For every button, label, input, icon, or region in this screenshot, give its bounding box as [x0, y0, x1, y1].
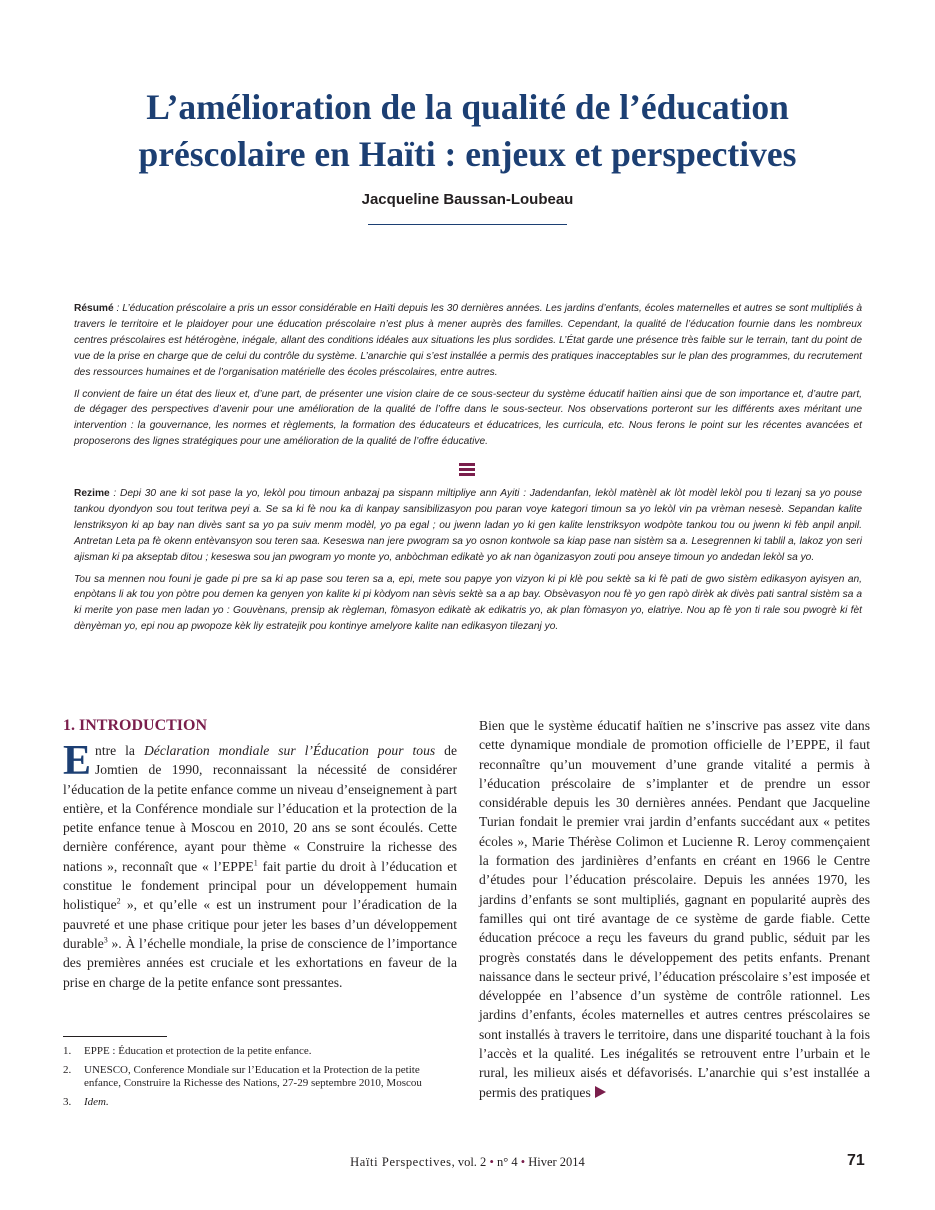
intro-declaration-title: Déclaration mondiale sur l’Éducation pour tous — [143, 743, 436, 758]
footnote-ref-1[interactable]: 1 — [253, 858, 258, 868]
footnote-number: 1. — [63, 1045, 72, 1057]
abstract-creole-label: Rezime — [74, 488, 110, 499]
abstract-creole-paragraph-1 — [74, 486, 862, 566]
title-line-2: préscolaire en Haïti : enjeux et perspectives — [138, 134, 797, 174]
page-number: 71 — [847, 1152, 865, 1169]
abstract-french-paragraph-2: Il convient de faire un état des lieux et, d’une part, de présenter une vision claire de ce sous-secteur du système éducatif haïtien ainsi que de son importance et, d’autre part, de dégager des perspectives d’avenir pour une amélioration de la qualité de l’offre dans le sous-secteur. Nos observations porteront sur les différents axes méritant une intervention : la gouvernance, les normes et règlements, la formation des éducateurs et éducatrices, les curricula, etc. Nous ferons le point sur les récentes avancées et proposerons des lignes stratégiques pour une amélioration de la qualité de l’offre éducative. — [74, 388, 862, 448]
footer-bullet: • — [520, 1155, 526, 1169]
section-heading-introduction: 1. INTRODUCTION — [63, 717, 208, 734]
footer-volume: , vol. 2 — [451, 1155, 490, 1169]
abstract-french-paragraph-1 — [74, 301, 862, 381]
page-footer — [0, 1155, 935, 1170]
footnote-number: 2. — [63, 1064, 72, 1076]
body-column-left — [63, 738, 458, 992]
journal-name: Haïti Perspectives — [350, 1155, 452, 1169]
right-paragraph-text: Bien que le système éducatif haïtien ne s’inscrive pas assez vite dans cette dynamique mondiale de promotion officielle de l’EPPE, il faut reconnaître qu’un mouvement d’une grande vitalité a permis à l’éducation préscolaire de s’implanter et de prendre un essor considérable depuis les 30 dernières années. Pendant que Jacqueline Turian fondait le premier vrai jardin d’enfants succédant aux « petites écoles », Marie Thérèse Colimon et Lucienne R. Leroy commençaient la formation des jardinières d’enfants en créant en 1966 le Centre d’études pour l’éducation préscolaire. Depuis les années 1970, les jardins d’enfants se sont multipliés, gagnant en popularité auprès des familles qui ont tiré avantage de ce système de garde fiable. Cette éducation précoce a reçu les faveurs du grand public, séduit par les progrès constatés dans le développement des petits enfants. Prenant naissance dans le secteur privé, l’éducation préscolaire s’est imposée et développée en l’absence d’un système de contrôle rationnel. Les jardins d’enfants, écoles maternelles et autres centres préscolaires se sont installés à travers le territoire, dans une disparité touchant à la fois l’accès et la qualité. Les inégalités se retrouvent entre l’urbain et le rural, les milieux aisés et défavorisés. L’anarchie qui s’est installée a permis des pratiques — [479, 718, 870, 1100]
intro-text-4: », et qu’elle « est un instrument pour l’éradication de la pauvreté et une phase critique pour jeter les bases d’un développement durable — [63, 897, 457, 951]
footnote — [63, 1064, 457, 1090]
abstract-creole-text-1: : Depi 30 ane ki sot pase la yo, lekòl pou timoun anbazaj pa sispann miltipliye ann Ayiti : Jadendanfan, lekòl matènèl ak lòt modèl lekòl pou ti lezanj sa yo pouse tankou dyondyon sou tout teritwa peyi a. Se sa ki fè nou ka di kanpay sansibilizasyon pou paran voye kategori timoun sa yo lekòl vin pa vrèman nesesè. Sepandan kalite lenstriksyon ki ap bay nan divès sant sa yo pa suiv menm modèl, yo pa egal ; ou jwenn ladan yo ki gen kalite lenstriksyon wodpòte tankou tou ou jwenn ki fèb anpil anpil. Antretan Leta pa fè okenn entèvansyon sou teren saa. Keseswa nan jere pwogram sa yo osnon kontwole sa kiap pase nan sistèm sa a. Lesegrennen ki tablil a, lakoz yon seri ajisman ki pa akseptab ditou ; keseswa sou jan pwogram yo monte yo, anbòchman edikatè yo ak nan òganizasyon zouti pou anseye timoun yo andedan lekòl sa yo. — [74, 488, 862, 563]
drop-cap: E — [63, 738, 92, 784]
abstract-french-text-1: : L’éducation préscolaire a pris un essor considérable en Haïti depuis les 30 dernières années. Les jardins d’enfants, écoles maternelles et autres se sont multipliés à travers le territoire et le plaidoyer pour une éducation préscolaire n’est plus à mener auprès des familles. Cependant, la qualité de l’éducation fournie dans les nombreux centres préscolaires est hétérogène, inégale, allant des conditions idéales aux situations les plus sordides. L’État garde une présence très faible sur le terrain, tant du point de vue de la prise en charge que de celui du contrôle du système. L’anarchie qui s’est installée a permis des pratiques inacceptables sur le plan des programmes, du recrutement des ressources humaines et de l’organisation matérielle des écoles préscolaires, entre autres. — [74, 303, 862, 378]
footnote — [63, 1096, 457, 1109]
footnote — [63, 1045, 457, 1058]
intro-text-1: ntre la — [95, 743, 144, 758]
abstract-french-label: Résumé — [74, 303, 114, 314]
intro-text-5: ». À l’échelle mondiale, la prise de conscience de l’importance des premières années est cruciale et les exhortations en faveur de la prise en charge de la petite enfance sont pressantes. — [63, 935, 457, 990]
intro-paragraph — [63, 738, 458, 992]
footnote-ref-3[interactable]: 3 — [103, 935, 108, 945]
author-name: Jacqueline Baussan-Loubeau — [361, 191, 574, 208]
footnote-text: UNESCO, Conference Mondiale sur l’Education et la Protection de la petite enfance, Construire la Richesse des Nations, 27-29 septembre 2010, Moscou — [84, 1064, 422, 1089]
intro-text-3: fait partie du droit à l’éducation et constitue le fondement principal pour un développement humain holistique — [63, 858, 458, 913]
abstract-creole-paragraph-2: Tou sa mennen nou founi je gade pi pre sa ki ap pase sou teren sa a, epi, mete sou papye yon vizyon ki pi klè pou sektè sa ki fè pati de gwo sistèm edikasyon ayisyen an, enpòtans li ak tou yon pòtre pou demen ka genyen yon kalite ki pi kòdyom nan sèvis sektè sa a ap bay. Obsèvasyon nou fè yo gen rapò dirèk ak divès pati santral sistèm sa a ki merite yon pase men ladan yo : Gouvènans, prensip ak règleman, fòmasyon edikatè ak edikatris yo, ak plan fòmasyon yo, elatriye. Nou ap fè yon ti rale sou pwogrè ki fèt dènyèman yo, epi nou ap pwopoze kèk liy estratejik pou kontinye amelyore kalite nan edikasyon tilezanj yo. — [74, 573, 862, 633]
footnote-divider — [63, 1036, 167, 1037]
footnote-ref-2[interactable]: 2 — [116, 896, 121, 906]
article-title — [60, 84, 875, 178]
footnote-text: EPPE : Éducation et protection de la petite enfance. — [84, 1045, 312, 1057]
body-column-right — [479, 716, 870, 1102]
abstract-french — [74, 301, 862, 456]
right-paragraph — [479, 716, 870, 1102]
intro-text-2: de Jomtien de 1990, reconnaissant la nécessité de considérer l’éducation de la petite enfance comme un niveau d’enseignement à part entière, et la Conférence mondiale sur l’éducation et la protection de la petite enfance tenue à Moscou en 2010, 20 ans se sont écoulés. Cette dernière conférence, ayant pour thème « Construire la richesse des nations », reconnaît que « l’EPPE — [63, 743, 457, 874]
footer-issue: n° 4 — [493, 1155, 521, 1169]
footnote-number: 3. — [63, 1096, 72, 1108]
footer-season: Hiver 2014 — [525, 1155, 585, 1169]
footnote-text: Idem. — [84, 1096, 109, 1108]
footnotes — [63, 1045, 457, 1115]
three-bar-separator-icon — [459, 463, 475, 477]
abstract-creole — [74, 486, 862, 641]
footer-bullet: • — [489, 1155, 494, 1169]
title-line-1: L’amélioration de la qualité de l’éducation — [146, 87, 789, 127]
author-divider — [368, 224, 567, 225]
continue-arrow-icon — [595, 1086, 606, 1098]
